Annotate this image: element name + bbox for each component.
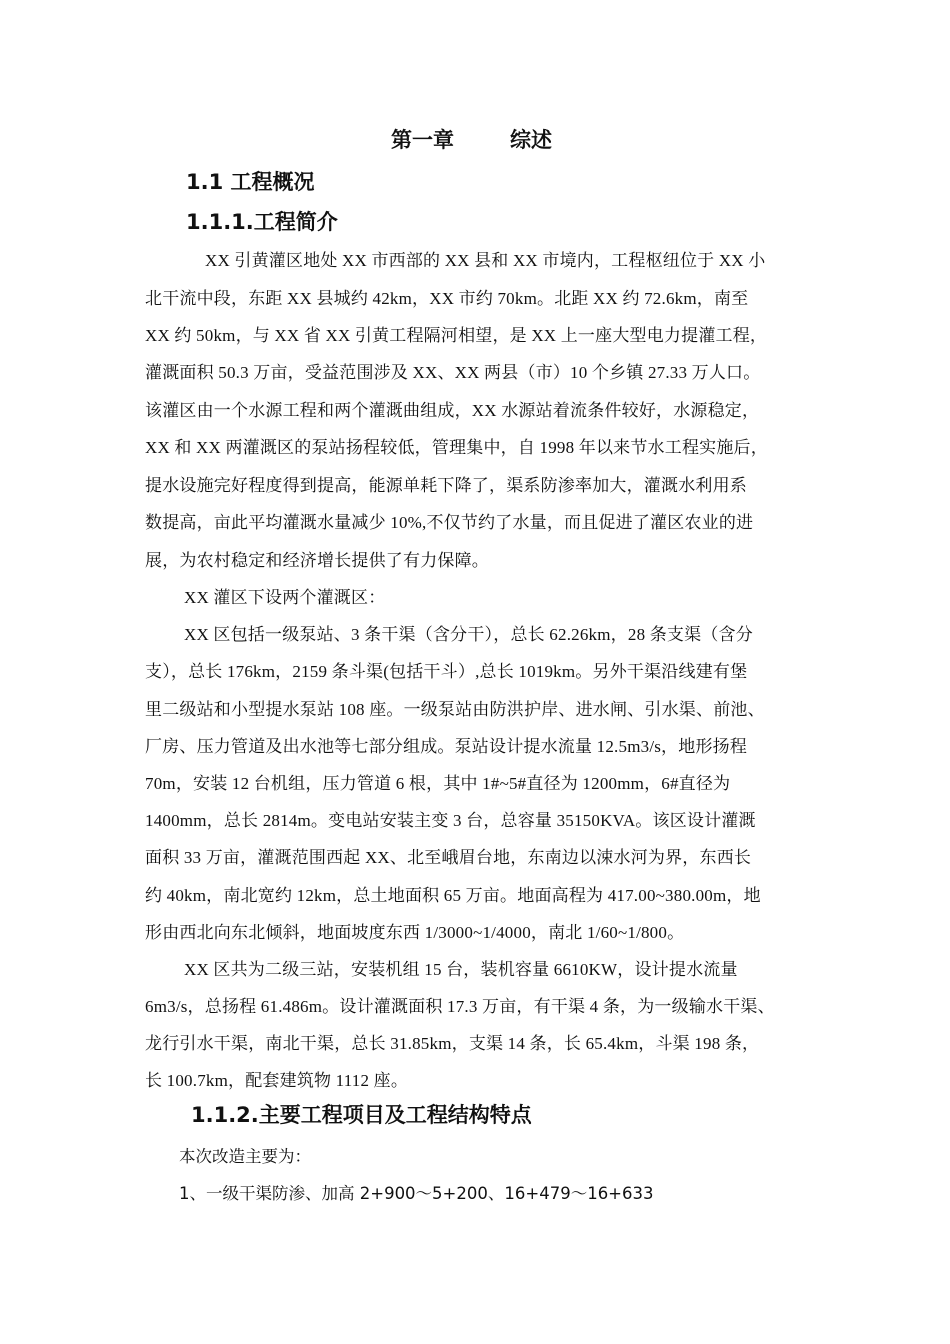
body-line: 面积 33 万亩，灌溉范围西起 XX、北至峨眉台地，东南边以涑水河为界，东西长: [145, 848, 752, 867]
body-line: 数提高，亩此平均灌溉水量减少 10%,不仅节约了水量，而且促进了灌区农业的进: [145, 513, 754, 532]
body-line: 该灌区由一个水源工程和两个灌溉曲组成，XX 水源站着流条件较好，水源稳定，: [145, 401, 760, 420]
body-line: 灌溉面积 50.3 万亩，受益范围涉及 XX、XX 两县（市）10 个乡镇 27.33 万人口。: [145, 363, 761, 382]
body-line: 1、一级干渠防渗、加高 2+900～5+200、16+479～16+633: [179, 1184, 654, 1203]
body-line: 1400mm，总长 2814m。变电站安装主变 3 台，总容量 35150KVA。该区设计灌溉: [145, 811, 756, 830]
body-line: XX 灌区下设两个灌溉区：: [184, 588, 386, 607]
body-line: XX 引黄灌区地处 XX 市西部的 XX 县和 XX 市境内，工程枢纽位于 XX 小: [205, 251, 766, 270]
body-line: XX 约 50km，与 XX 省 XX 引黄工程隔河相望，是 XX 上一座大型电力提灌工程，: [145, 326, 768, 345]
body-line: 支），总长 176km，2159 条斗渠(包括干斗）,总长 1019km。另外干渠沿线建有堡: [145, 662, 748, 681]
body-line: 70m，安装 12 台机组，压力管道 6 根，其中 1#~5#直径为 1200mm，6#直径为: [145, 774, 731, 793]
body-line: 约 40km，南北宽约 12km，总土地面积 65 万亩。地面高程为 417.00~380.00m，地: [145, 886, 761, 905]
body-line: 本次改造主要为：: [179, 1147, 311, 1166]
body-line: 龙行引水干渠，南北干渠，总长 31.85km，支渠 14 条，长 65.4km，斗渠 198 条，: [145, 1034, 760, 1053]
section-heading: 1.1 工程概况: [186, 170, 315, 194]
body-line: XX 区包括一级泵站、3 条干渠（含分干），总长 62.26km，28 条支渠（含分: [184, 625, 753, 644]
body-line: XX 区共为二级三站，安装机组 15 台，装机容量 6610KW，设计提水流量: [184, 960, 738, 979]
body-line: 厂房、压力管道及出水池等七部分组成。泵站设计提水流量 12.5m3/s，地形扬程: [145, 737, 748, 756]
chapter-title: [391, 124, 552, 154]
body-line: 里二级站和小型提水泵站 108 座。一级泵站由防洪护岸、进水闸、引水渠、前池、: [145, 700, 765, 719]
chapter-number: 第一章: [391, 128, 454, 152]
subsection-heading-intro: 1.1.1.工程简介: [186, 210, 338, 234]
subsection-heading-features: 1.1.2.主要工程项目及工程结构特点: [191, 1103, 532, 1127]
body-line: 长 100.7km，配套建筑物 1112 座。: [145, 1071, 409, 1090]
body-line: 形由西北向东北倾斜，地面坡度东西 1/3000~1/4000，南北 1/60~1/800。: [145, 923, 685, 942]
body-line: 提水设施完好程度得到提高，能源单耗下降了，渠系防渗率加大，灌溉水利用系: [145, 476, 747, 495]
body-line: XX 和 XX 两灌溉区的泵站扬程较低，管理集中，自 1998 年以来节水工程实施后，: [145, 438, 768, 457]
body-line: 展，为农村稳定和经济增长提供了有力保障。: [145, 551, 489, 570]
body-line: 6m3/s，总扬程 61.486m。设计灌溉面积 17.3 万亩，有干渠 4 条，为一级输水干渠、: [145, 997, 775, 1016]
chapter-name: 综述: [510, 128, 552, 152]
body-line: 北干流中段，东距 XX 县城约 42km，XX 市约 70km。北距 XX 约 72.6km，南至: [145, 289, 749, 308]
